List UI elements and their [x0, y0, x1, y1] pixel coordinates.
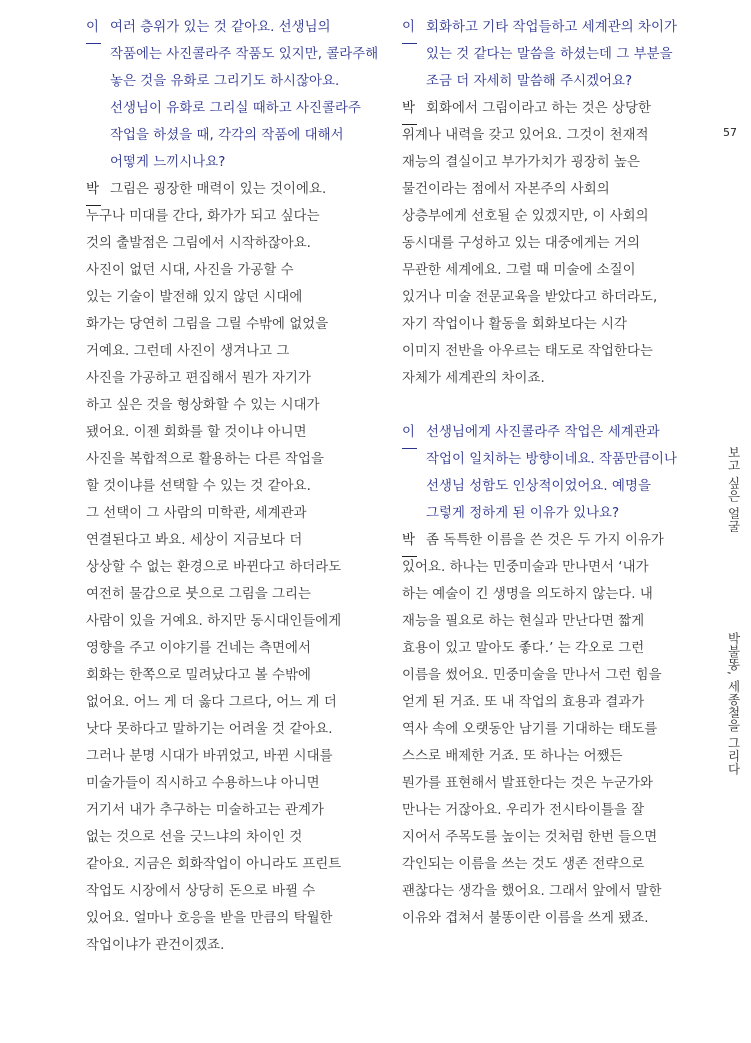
line-text: 하는 예술이 긴 생명을 의도하지 않는다. 내	[402, 587, 653, 602]
running-head-subtitle: 박불똥, 세종철을 그리다	[726, 632, 741, 776]
text-line	[86, 770, 378, 797]
text-line	[86, 149, 378, 176]
line-text: 회화는 한쪽으로 밀려났다고 볼 수밖에	[86, 668, 311, 683]
text-line	[86, 446, 378, 473]
line-text: 동시대를 구성하고 있는 대중에게는 거의	[402, 236, 640, 251]
text-line	[402, 554, 694, 581]
line-text: 있는 기술이 발전해 있지 않던 시대에	[86, 290, 303, 305]
interviewer-question	[402, 419, 694, 527]
text-line	[86, 581, 378, 608]
text-line	[402, 527, 694, 554]
line-text: 거예요. 그런데 사진이 생겨나고 그	[86, 344, 290, 359]
text-line	[86, 230, 378, 257]
text-line	[402, 500, 694, 527]
text-line	[86, 905, 378, 932]
text-line	[86, 176, 378, 203]
text-line	[402, 878, 694, 905]
line-text: 자체가 세계관의 차이죠.	[402, 371, 545, 386]
line-text: 없는 것으로 선을 긋느냐의 차이인 것	[86, 830, 303, 845]
right-column	[402, 14, 694, 932]
line-text: 물건이라는 점에서 자본주의 사회의	[402, 182, 610, 197]
paragraph-gap	[402, 392, 694, 419]
line-text: 작업이 일치하는 방향이네요. 작품만큼이나	[426, 452, 677, 467]
text-line	[402, 473, 694, 500]
text-line	[86, 365, 378, 392]
text-line	[402, 203, 694, 230]
text-line	[86, 662, 378, 689]
line-text: 선생님에게 사진콜라주 작업은 세계관과	[426, 425, 660, 440]
line-text: 거기서 내가 추구하는 미술하고는 관계가	[86, 803, 324, 818]
text-line	[86, 41, 378, 68]
text-line	[402, 662, 694, 689]
text-line	[86, 554, 378, 581]
line-text: 효용이 있고 말아도 좋다.’ 는 각오로 그런	[402, 641, 645, 656]
text-line	[86, 878, 378, 905]
speaker-label-interviewer: 이	[402, 14, 426, 41]
speaker-label-artist: 박	[402, 527, 426, 554]
line-text: 위계나 내력을 갖고 있어요. 그것이 천재적	[402, 128, 649, 143]
page-number: 57	[723, 126, 737, 139]
line-text: 상상할 수 없는 환경으로 바뀐다고 하더라도	[86, 560, 342, 575]
text-line	[402, 311, 694, 338]
text-line	[86, 284, 378, 311]
line-text: 각인되는 이름을 쓰는 것도 생존 전략으로	[402, 857, 645, 872]
text-line	[402, 689, 694, 716]
artist-answer	[86, 176, 378, 959]
text-line	[86, 122, 378, 149]
text-line	[402, 122, 694, 149]
line-text: 좀 독특한 이름을 쓴 것은 두 가지 이유가	[426, 533, 664, 548]
text-line	[402, 797, 694, 824]
line-text: 있어요. 얼마나 호응을 받을 만큼의 탁월한	[86, 911, 333, 926]
line-text: 연결된다고 봐요. 세상이 지금보다 더	[86, 533, 303, 548]
line-text: 스스로 배제한 거죠. 또 하나는 어쨌든	[402, 749, 623, 764]
text-line	[86, 851, 378, 878]
text-line	[86, 311, 378, 338]
running-head-title: 보고 싶은 얼굴	[726, 446, 741, 533]
line-text: 역사 속에 오랫동안 남기를 기대하는 태도를	[402, 722, 658, 737]
line-text: 누구나 미대를 간다, 화가가 되고 싶다는	[86, 209, 320, 224]
text-line	[86, 932, 378, 959]
line-text: 사진을 가공하고 편집해서 뭔가 자기가	[86, 371, 311, 386]
artist-answer	[402, 527, 694, 932]
line-text: 재능의 결실이고 부가가치가 굉장히 높은	[402, 155, 640, 170]
speaker-label-interviewer: 이	[402, 419, 426, 446]
line-text: 만나는 거잖아요. 우리가 전시타이틀을 잘	[402, 803, 645, 818]
text-line	[86, 716, 378, 743]
text-line	[86, 14, 378, 41]
line-text: 재능을 필요로 하는 현실과 만난다면 짧게	[402, 614, 645, 629]
line-text: 작업이냐가 관건이겠죠.	[86, 938, 225, 953]
text-line	[86, 608, 378, 635]
text-line	[402, 41, 694, 68]
line-text: 이유와 겹쳐서 불똥이란 이름을 쓰게 됐죠.	[402, 911, 649, 926]
text-line	[402, 905, 694, 932]
text-line	[86, 68, 378, 95]
line-text: 작업을 하셨을 때, 각각의 작품에 대해서	[110, 128, 344, 143]
line-text: 그렇게 정하게 된 이유가 있나요?	[426, 506, 620, 521]
line-text: 조금 더 자세히 말씀해 주시겠어요?	[426, 74, 633, 89]
speaker-label-interviewer: 이	[86, 14, 110, 41]
text-line	[86, 203, 378, 230]
line-text: 선생님 성함도 인상적이었어요. 예명을	[426, 479, 651, 494]
line-text: 놓은 것을 유화로 그리기도 하시잖아요.	[110, 74, 340, 89]
text-line	[402, 446, 694, 473]
line-text: 그 선택이 그 사람의 미학관, 세계관과	[86, 506, 307, 521]
text-line	[402, 14, 694, 41]
line-text: 이름을 썼어요. 민중미술을 만나서 그런 힘을	[402, 668, 662, 683]
speaker-label-artist: 박	[402, 95, 426, 122]
line-text: 지어서 주목도를 높이는 것처럼 한번 들으면	[402, 830, 658, 845]
line-text: 여러 층위가 있는 것 같아요. 선생님의	[110, 20, 331, 35]
text-line	[402, 635, 694, 662]
text-line	[86, 419, 378, 446]
line-text: 미술가들이 직시하고 수용하느냐 아니면	[86, 776, 320, 791]
text-line	[86, 95, 378, 122]
text-line	[86, 257, 378, 284]
line-text: 할 것이냐를 선택할 수 있는 것 같아요.	[86, 479, 311, 494]
text-line	[86, 824, 378, 851]
line-text: 뭔가를 표현해서 발표한다는 것은 누군가와	[402, 776, 653, 791]
text-line	[86, 473, 378, 500]
text-line	[402, 419, 694, 446]
line-text: 영향을 주고 이야기를 건네는 측면에서	[86, 641, 311, 656]
line-text: 사진을 복합적으로 활용하는 다른 작업을	[86, 452, 324, 467]
text-line	[86, 392, 378, 419]
artist-answer	[402, 95, 694, 392]
speaker-label-artist: 박	[86, 176, 110, 203]
line-text: 상층부에게 선호될 순 있겠지만, 이 사회의	[402, 209, 649, 224]
line-text: 자기 작업이나 활동을 회화보다는 시각	[402, 317, 627, 332]
line-text: 화가는 당연히 그림을 그릴 수밖에 없었을	[86, 317, 329, 332]
interviewer-question	[402, 14, 694, 95]
line-text: 사람이 있을 거예요. 하지만 동시대인들에게	[86, 614, 342, 629]
line-text: 그림은 굉장한 매력이 있는 것이에요.	[110, 182, 327, 197]
line-text: 작업도 시장에서 상당히 돈으로 바뀔 수	[86, 884, 316, 899]
line-text: 하고 싶은 것을 형상화할 수 있는 시대가	[86, 398, 320, 413]
text-line	[86, 500, 378, 527]
text-line	[402, 338, 694, 365]
text-line	[402, 149, 694, 176]
interviewer-question	[86, 14, 378, 176]
line-text: 이미지 전반을 아우르는 태도로 작업한다는	[402, 344, 653, 359]
line-text: 됐어요. 이젠 회화를 할 것이냐 아니면	[86, 425, 307, 440]
line-text: 같아요. 지금은 회화작업이 아니라도 프린트	[86, 857, 342, 872]
text-line	[402, 284, 694, 311]
text-line	[402, 851, 694, 878]
text-line	[86, 797, 378, 824]
line-text: 없어요. 어느 게 더 옳다 그르다, 어느 게 더	[86, 695, 337, 710]
line-text: 있는 것 같다는 말씀을 하셨는데 그 부분을	[426, 47, 673, 62]
line-text: 것의 출발점은 그림에서 시작하잖아요.	[86, 236, 311, 251]
text-line	[402, 824, 694, 851]
line-text: 작품에는 사진콜라주 작품도 있지만, 콜라주해	[110, 47, 379, 62]
text-line	[402, 68, 694, 95]
text-line	[402, 581, 694, 608]
text-line	[402, 176, 694, 203]
line-text: 있어요. 하나는 민중미술과 만나면서 ‘내가	[402, 560, 649, 575]
line-text: 무관한 세계에요. 그럴 때 미술에 소질이	[402, 263, 636, 278]
line-text: 낫다 못하다고 말하기는 어려울 것 같아요.	[86, 722, 333, 737]
line-text: 얻게 된 거죠. 또 내 작업의 효용과 결과가	[402, 695, 645, 710]
line-text: 어떻게 느끼시나요?	[110, 155, 226, 170]
text-line	[402, 95, 694, 122]
text-line	[402, 230, 694, 257]
line-text: 여전히 물감으로 붓으로 그림을 그리는	[86, 587, 311, 602]
left-column	[86, 14, 378, 959]
text-line	[86, 743, 378, 770]
line-text: 그러나 분명 시대가 바뀌었고, 바뀐 시대를	[86, 749, 333, 764]
line-text: 사진이 없던 시대, 사진을 가공할 수	[86, 263, 294, 278]
text-line	[86, 338, 378, 365]
text-line	[402, 365, 694, 392]
line-text: 괜찮다는 생각을 했어요. 그래서 앞에서 말한	[402, 884, 662, 899]
line-text: 있거나 미술 전문교육을 받았다고 하더라도,	[402, 290, 658, 305]
text-line	[86, 689, 378, 716]
line-text: 회화에서 그림이라고 하는 것은 상당한	[426, 101, 651, 116]
line-text: 회화하고 기타 작업들하고 세계관의 차이가	[426, 20, 677, 35]
text-line	[402, 770, 694, 797]
text-line	[86, 527, 378, 554]
text-line	[402, 257, 694, 284]
text-line	[402, 743, 694, 770]
text-line	[402, 716, 694, 743]
line-text: 선생님이 유화로 그리실 때하고 사진콜라주	[110, 101, 361, 116]
text-line	[402, 608, 694, 635]
text-line	[86, 635, 378, 662]
